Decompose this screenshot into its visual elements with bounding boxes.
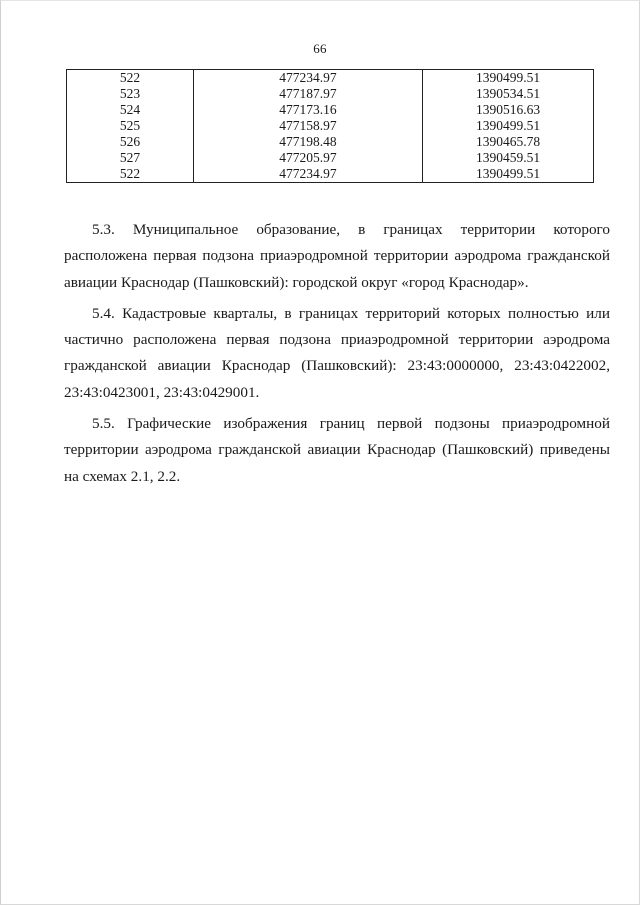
x-coordinate-cell: 477158.97	[193, 118, 422, 134]
table-row	[67, 102, 594, 118]
table-row	[67, 166, 594, 183]
point-number-cell: 524	[67, 102, 194, 118]
coordinates-table	[66, 69, 594, 183]
paragraph-5-4: 5.4. Кадастровые кварталы, в границах территорий которых полностью или частично расположена первая подзона приаэродромной территории аэродрома гражданской авиации Краснодар (Пашковский): 23:43:0000000, 23:43:0422002, 23:43:0423001, 23:43:0429001.	[64, 304, 610, 401]
point-number-cell: 526	[67, 134, 194, 150]
y-coordinate-cell: 1390499.51	[423, 70, 594, 87]
x-coordinate-cell: 477198.48	[193, 134, 422, 150]
point-number-cell: 522	[67, 70, 194, 87]
y-coordinate-cell: 1390459.51	[423, 150, 594, 166]
x-coordinate-cell: 477205.97	[193, 150, 422, 166]
body-text	[64, 217, 610, 495]
page-number: 66	[313, 41, 327, 56]
table-row	[67, 118, 594, 134]
y-coordinate-cell: 1390465.78	[423, 134, 594, 150]
table-row	[67, 134, 594, 150]
y-coordinate-cell: 1390516.63	[423, 102, 594, 118]
table-row	[67, 70, 594, 87]
y-coordinate-cell: 1390534.51	[423, 86, 594, 102]
table-row	[67, 86, 594, 102]
paragraph-5-5: 5.5. Графические изображения границ первой подзоны приаэродромной территории аэродрома гражданской авиации Краснодар (Пашковский) приведены на схемах 2.1, 2.2.	[64, 415, 610, 485]
point-number-cell: 522	[67, 166, 194, 183]
x-coordinate-cell: 477187.97	[193, 86, 422, 102]
x-coordinate-cell: 477234.97	[193, 70, 422, 87]
x-coordinate-cell: 477173.16	[193, 102, 422, 118]
table-row	[67, 150, 594, 166]
paragraph-5-3: 5.3. Муниципальное образование, в границах территории которого расположена первая подзона приаэродромной территории аэродрома гражданской авиации Краснодар (Пашковский): городской округ «город Краснодар».	[64, 221, 610, 291]
point-number-cell: 527	[67, 150, 194, 166]
y-coordinate-cell: 1390499.51	[423, 166, 594, 183]
point-number-cell: 525	[67, 118, 194, 134]
x-coordinate-cell: 477234.97	[193, 166, 422, 183]
y-coordinate-cell: 1390499.51	[423, 118, 594, 134]
point-number-cell: 523	[67, 86, 194, 102]
